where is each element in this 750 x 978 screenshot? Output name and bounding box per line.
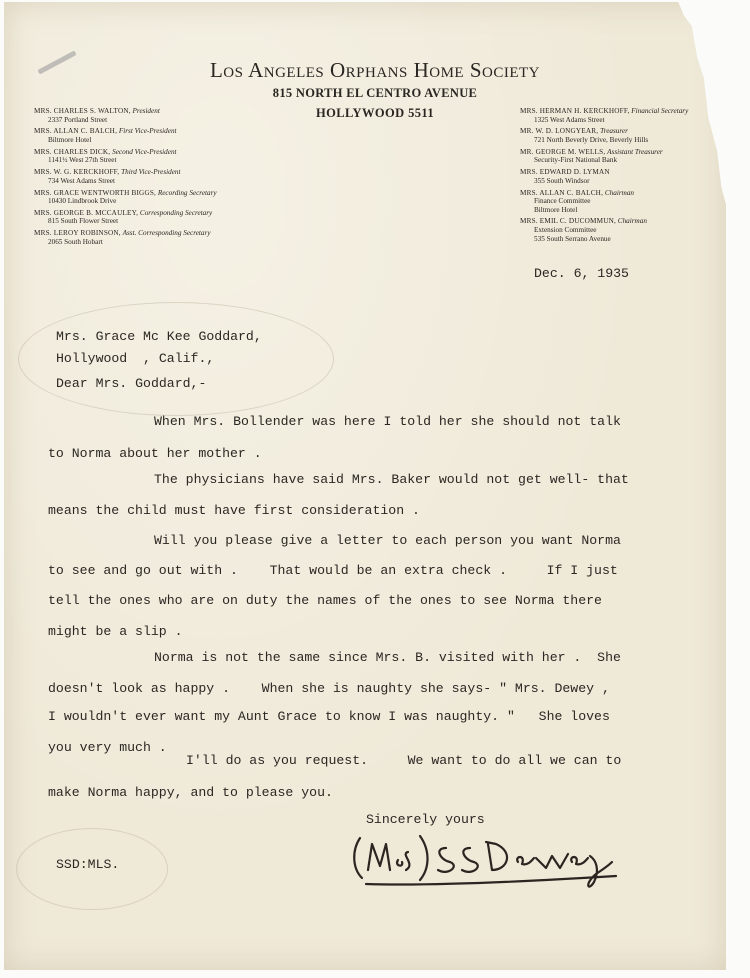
body-line: to see and go out with . That would be an extra check . If I just (48, 563, 618, 578)
letterhead-address: 815 NORTH EL CENTRO AVENUE (272, 86, 478, 100)
officer-entry: MRS. HERMAN H. KERCKHOFF, Financial Secretary 1325 West Adams Street (520, 107, 689, 124)
body-line: means the child must have first consideration . (48, 503, 420, 518)
officer-entry: MRS. ALLAN C. BALCH, Chairman Finance Committee Biltmore Hotel (520, 188, 635, 214)
salutation: Dear Mrs. Goddard,- (56, 376, 207, 391)
letterhead-phone: HOLLYWOOD 5511 (315, 106, 434, 120)
body-line: When Mrs. Bollender was here I told her she should not talk (154, 414, 621, 429)
officer-entry: MRS. CHARLES DICK, Second Vice-President 1141½ West 27th Street (34, 147, 177, 165)
body-line: doesn't look as happy . When she is naughty she says- " Mrs. Dewey , (48, 681, 610, 696)
officer-entry: MRS. EMIL C. DUCOMMUN, Chairman Extension Committee 535 South Serrano Avenue (520, 217, 647, 243)
recipient-city: Hollywood , Calif., (56, 351, 215, 366)
officers-right-column (520, 107, 730, 246)
body-line: tell the ones who are on duty the names of the ones to see Norma there (48, 593, 602, 608)
body-line: Norma is not the same since Mrs. B. visited with her . She (154, 650, 621, 665)
officers-left-column (34, 107, 284, 250)
officer-entry: MRS. GEORGE B. MCCAULEY, Corresponding Secretary 815 South Flower Street (34, 208, 213, 226)
body-line: make Norma happy, and to please you. (48, 785, 333, 800)
closing: Sincerely yours (366, 812, 485, 827)
handwritten-signature (350, 826, 630, 896)
body-line: I wouldn't ever want my Aunt Grace to know I was naughty. " She loves (48, 709, 610, 724)
officer-entry: MRS. LEROY ROBINSON, Asst. Corresponding Secretary 2065 South Hobart (34, 229, 211, 246)
typist-initials: SSD:MLS. (56, 857, 120, 872)
officer-entry: MR. GEORGE M. WELLS, Assistant Treasurer Security-First National Bank (520, 147, 663, 165)
officer-entry: MRS. ALLAN C. BALCH, First Vice-President Biltmore Hotel (34, 127, 177, 144)
body-line: might be a slip . (48, 624, 183, 639)
officer-entry: MRS. EDWARD D. LYMAN 355 South Windsor (520, 168, 610, 185)
body-line: to Norma about her mother . (48, 446, 262, 461)
letterhead-title: Los Angeles Orphans Home Society (209, 58, 541, 82)
officer-entry: MR. W. D. LONGYEAR, Treasurer 721 North Beverly Drive, Beverly Hills (520, 127, 649, 144)
officer-entry: MRS. W. G. KERCKHOFF, Third Vice-President 734 West Adams Street (34, 168, 181, 185)
body-line: Will you please give a letter to each person you want Norma (154, 533, 621, 548)
body-line: you very much . (48, 740, 167, 755)
recipient-name: Mrs. Grace Mc Kee Goddard, (56, 329, 262, 344)
body-line: I'll do as you request. We want to do all we can to (186, 753, 622, 768)
officer-entry: MRS. CHARLES S. WALTON, President 2337 Portland Street (34, 107, 160, 124)
letter-date: Dec. 6, 1935 (534, 266, 629, 281)
officer-entry: MRS. GRACE WENTWORTH BIGGS, Recording Secretary 10430 Lindbrook Drive (34, 188, 217, 206)
body-line: The physicians have said Mrs. Baker would not get well- that (154, 472, 629, 487)
